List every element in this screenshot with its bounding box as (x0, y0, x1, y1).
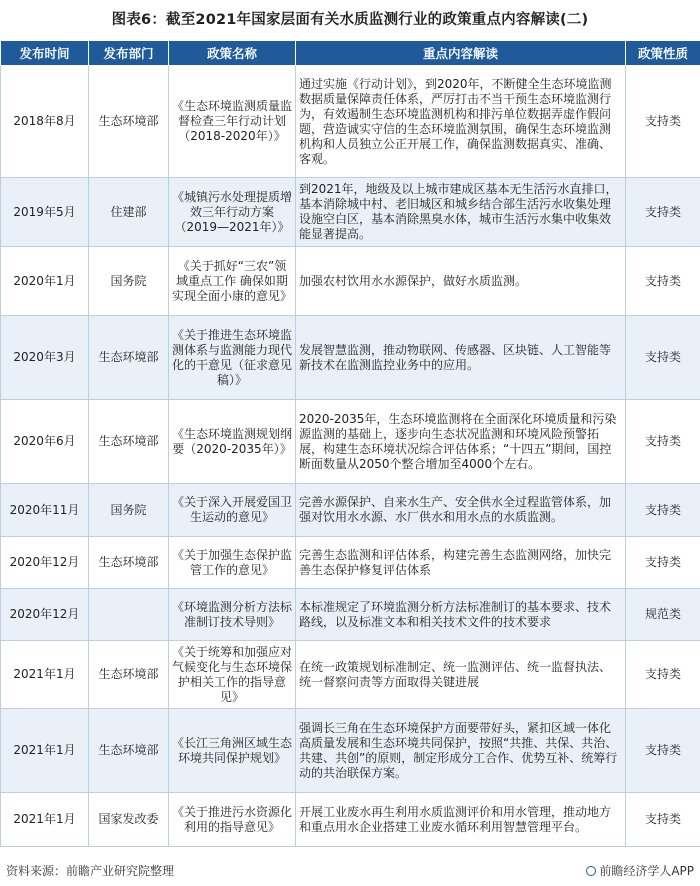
cell-policy-name: 《关于抓好“三农”领域重点工作 确保如期实现全面小康的意见》 (169, 247, 296, 316)
cell-nature: 支持类 (626, 484, 700, 537)
cell-date: 2021年1月 (1, 641, 89, 709)
cell-date: 2020年12月 (1, 589, 89, 641)
cell-date: 2018年8月 (1, 66, 89, 178)
cell-policy-name: 《关于推进生态环境监测体系与监测能力现代化的干意见（征求意见稿）》 (169, 316, 296, 400)
cell-dept: 生态环境部 (89, 641, 169, 709)
cell-nature: 支持类 (626, 66, 700, 178)
source-note: 资料来源：前瞻产业研究院整理 (6, 864, 175, 878)
brand-credit (586, 862, 694, 879)
cell-policy-name: 《生态环境监测质量监督检查三年行动计划（2018-2020年）》 (169, 66, 296, 178)
cell-dept: 生态环境部 (89, 709, 169, 793)
cell-date: 2021年1月 (1, 709, 89, 793)
cell-content: 完善生态监测和评估体系，构建完善生态监测网络，加快完善生态保护修复评估体系 (296, 537, 626, 589)
qianzhan-logo-icon (586, 866, 596, 876)
cell-nature: 支持类 (626, 316, 700, 400)
cell-nature: 支持类 (626, 537, 700, 589)
cell-policy-name: 《环境监测分析方法标准制订技术导则》 (169, 589, 296, 641)
cell-dept: 国家发改委 (89, 793, 169, 847)
table-row (1, 66, 700, 178)
cell-policy-name: 《关于加强生态保护监管工作的意见》 (169, 537, 296, 589)
table-row (1, 589, 700, 641)
header-policy-name: 政策名称 (169, 41, 296, 66)
cell-content: 到2021年，地级及以上城市建成区基本无生活污水直排口，基本消除城中村、老旧城区和城乡结合部生活污水收集处理设施空白区，基本消除黑臭水体，城市生活污水集中收集效能显著提高。 (296, 178, 626, 247)
cell-policy-name: 《关于深入开展爱国卫生运动的意见》 (169, 484, 296, 537)
cell-date: 2020年12月 (1, 537, 89, 589)
policy-table (0, 40, 700, 847)
cell-date: 2020年11月 (1, 484, 89, 537)
cell-nature: 规范类 (626, 589, 700, 641)
cell-nature: 支持类 (626, 400, 700, 484)
cell-content: 发展智慧监测，推动物联网、传感器、区块链、人工智能等新技术在监测监控业务中的应用。 (296, 316, 626, 400)
header-date: 发布时间 (1, 41, 89, 66)
cell-policy-name: 《关于统筹和加强应对气候变化与生态环境保护相关工作的指导意见》 (169, 641, 296, 709)
table-row (1, 793, 700, 847)
header-nature: 政策性质 (626, 41, 700, 66)
cell-content: 通过实施《行动计划》，到2020年，不断健全生态环境监测数据质量保障责任体系，严厉打击不当干预生态环境监测行为，有效遏制生态环境监测机构和排污单位数据弄虚作假问题，营造诚实守信的生态环境监测氛围，确保生态环境监测机构和人员独立公正开展工作，确保监测数据真实、准确、客观。 (296, 66, 626, 178)
cell-dept: 生态环境部 (89, 66, 169, 178)
cell-nature: 支持类 (626, 178, 700, 247)
cell-policy-name: 《长江三角洲区域生态环境共同保护规划》 (169, 709, 296, 793)
cell-date: 2020年1月 (1, 247, 89, 316)
cell-dept: 国务院 (89, 247, 169, 316)
cell-dept (89, 589, 169, 641)
table-row (1, 537, 700, 589)
table-header-row (1, 41, 700, 66)
table-row (1, 484, 700, 537)
cell-date: 2020年6月 (1, 400, 89, 484)
cell-content: 本标准规定了环境监测分析方法标准制订的基本要求、技术路线，以及标准文本和相关技术文件的技术要求 (296, 589, 626, 641)
cell-content: 2020-2035年，生态环境监测将在全面深化环境质量和污染源监测的基础上，逐步向生态状况监测和环境风险预警拓展，构建生态环境状况综合评估体系；“十四五”期间，国控断面数量从2050个整合增加至4000个左右。 (296, 400, 626, 484)
cell-dept: 生态环境部 (89, 316, 169, 400)
cell-dept: 生态环境部 (89, 537, 169, 589)
cell-nature: 支持类 (626, 793, 700, 847)
table-row (1, 709, 700, 793)
header-content: 重点内容解读 (296, 41, 626, 66)
table-row (1, 316, 700, 400)
cell-nature: 支持类 (626, 709, 700, 793)
table-row (1, 247, 700, 316)
cell-content: 在统一政策规划标准制定、统一监测评估、统一监督执法、统一督察问责等方面取得关键进展 (296, 641, 626, 709)
cell-policy-name: 《生态环境监测规划纲要（2020-2035年）》 (169, 400, 296, 484)
cell-nature: 支持类 (626, 247, 700, 316)
cell-nature: 支持类 (626, 641, 700, 709)
cell-policy-name: 《城镇污水处理提质增效三年行动方案（2019—2021年）》 (169, 178, 296, 247)
cell-dept: 住建部 (89, 178, 169, 247)
page-title: 图表6：截至2021年国家层面有关水质监测行业的政策重点内容解读(二) (111, 12, 589, 28)
table-row (1, 641, 700, 709)
cell-policy-name: 《关于推进污水资源化利用的指导意见》 (169, 793, 296, 847)
brand-label: 前瞻经济学人APP (599, 864, 694, 878)
footer (0, 856, 700, 886)
cell-content: 完善水源保护、自来水生产、安全供水全过程监管体系，加强对饮用水水源、水厂供水和用水点的水质监测。 (296, 484, 626, 537)
cell-date: 2021年1月 (1, 793, 89, 847)
table-row (1, 400, 700, 484)
cell-content: 加强农村饮用水水源保护，做好水质监测。 (296, 247, 626, 316)
cell-dept: 生态环境部 (89, 400, 169, 484)
cell-content: 强调长三角在生态环境保护方面要带好头，紧扣区域一体化高质量发展和生态环境共同保护，按照“共推、共保、共治、共建、共创”的原则，制定形成分工合作、优势互补、统筹行动的共治联保方案。 (296, 709, 626, 793)
cell-date: 2019年5月 (1, 178, 89, 247)
header-dept: 发布部门 (89, 41, 169, 66)
cell-date: 2020年3月 (1, 316, 89, 400)
cell-dept: 国务院 (89, 484, 169, 537)
cell-content: 开展工业废水再生利用水质监测评价和用水管理，推动地方和重点用水企业搭建工业废水循环利用智慧管理平台。 (296, 793, 626, 847)
table-row (1, 178, 700, 247)
